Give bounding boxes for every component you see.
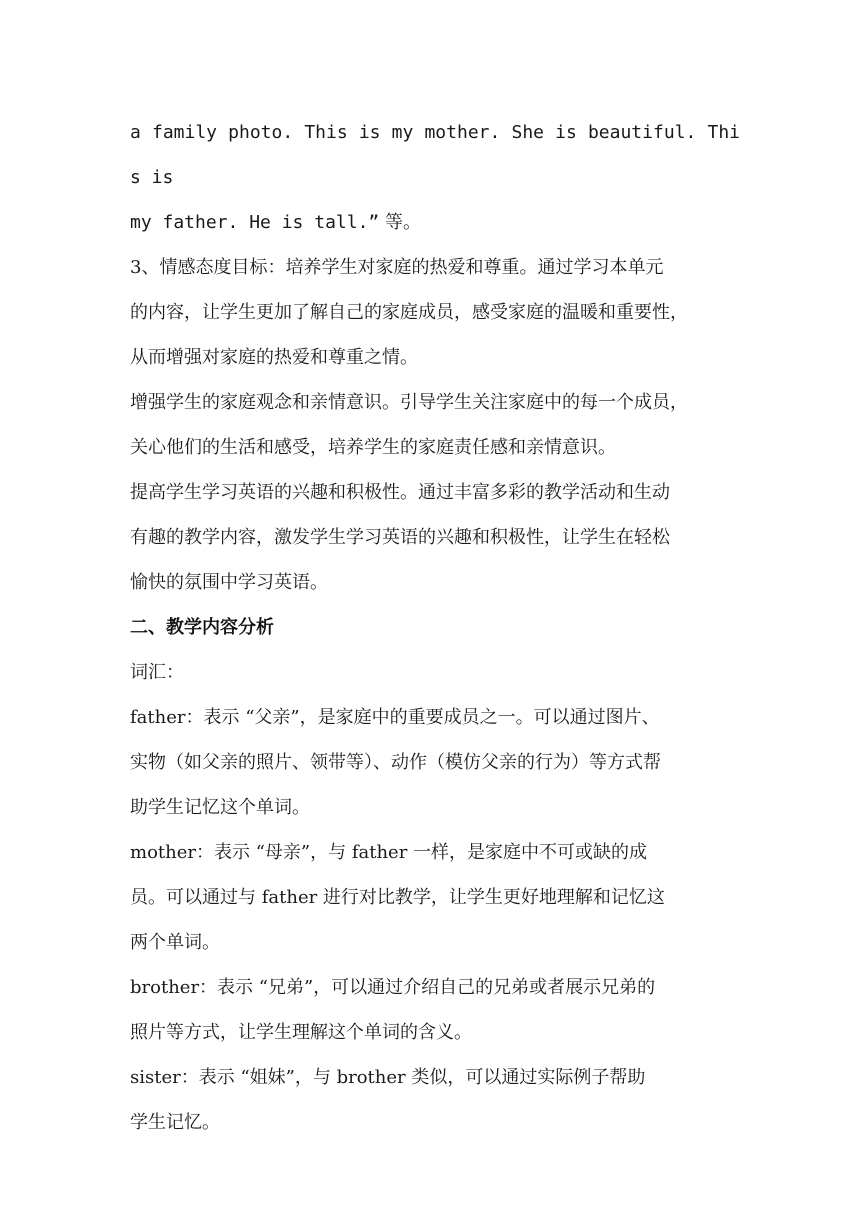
- vocab-entry-mother: [130, 830, 740, 965]
- text-line: father：表示 “父亲”，是家庭中的重要成员之一。可以通过图片、: [130, 707, 660, 728]
- text-line: 提高学生学习英语的兴趣和积极性。通过丰富多彩的教学活动和生动: [130, 482, 670, 503]
- paragraph-family-awareness: [130, 380, 740, 470]
- text-line: 照片等方式，让学生理解这个单词的含义。: [130, 1022, 472, 1043]
- text-line: 两个单词。: [130, 932, 220, 953]
- paragraph-interest: [130, 470, 740, 605]
- text-line: 的内容，让学生更加了解自己的家庭成员，感受家庭的温暖和重要性，: [130, 302, 688, 323]
- vocab-label: 词汇：: [130, 662, 184, 683]
- text-line: mother：表示 “母亲”，与 father 一样，是家庭中不可或缺的成: [130, 842, 648, 863]
- vocab-entry-brother: [130, 965, 740, 1055]
- section-heading: 二、教学内容分析: [130, 617, 274, 638]
- paragraph-emotional-goal: [130, 245, 740, 380]
- vocab-entry-father: [130, 695, 740, 830]
- vocab-entry-sister: [130, 1055, 740, 1145]
- text-line: a family photo. This is my mother. She is beautiful. This is: [130, 122, 740, 188]
- document-body: [130, 110, 740, 1145]
- text-line: brother：表示 “兄弟”，可以通过介绍自己的兄弟或者展示兄弟的: [130, 977, 656, 998]
- text-line: 助学生记忆这个单词。: [130, 797, 310, 818]
- text-line: 从而增强对家庭的热爱和尊重之情。: [130, 347, 418, 368]
- text-line: my father. He is tall.” 等。: [130, 212, 421, 233]
- text-line: 增强学生的家庭观念和亲情意识。引导学生关注家庭中的每一个成员，: [130, 392, 688, 413]
- text-line: 3、情感态度目标：培养学生对家庭的热爱和尊重。通过学习本单元: [130, 257, 664, 278]
- text-line: 有趣的教学内容，激发学生学习英语的兴趣和积极性，让学生在轻松: [130, 527, 670, 548]
- text-line: 学生记忆。: [130, 1112, 220, 1133]
- text-line: 关心他们的生活和感受，培养学生的家庭责任感和亲情意识。: [130, 437, 616, 458]
- text-line: 实物（如父亲的照片、领带等）、动作（模仿父亲的行为）等方式帮: [130, 752, 661, 773]
- text-line: sister：表示 “姐妹”，与 brother 类似，可以通过实际例子帮助: [130, 1067, 646, 1088]
- text-line-part: my father. He is tall.”: [130, 212, 380, 233]
- paragraph-example-sentences: [130, 110, 740, 245]
- text-line: 愉快的氛围中学习英语。: [130, 572, 328, 593]
- text-line: 员。可以通过与 father 进行对比教学，让学生更好地理解和记忆这: [130, 887, 665, 908]
